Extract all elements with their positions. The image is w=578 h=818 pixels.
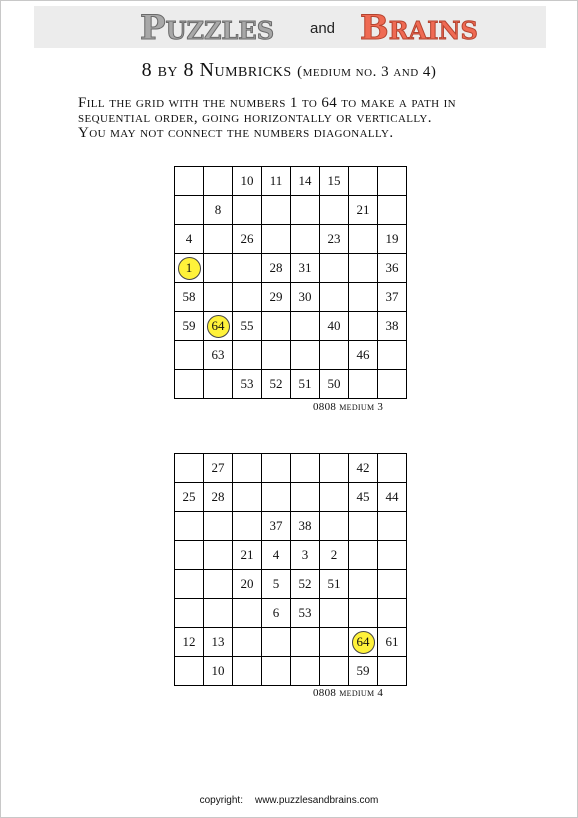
cell-value: 45	[356, 489, 370, 504]
grid-cell[interactable]	[175, 570, 204, 599]
cell-value: 40	[327, 318, 341, 333]
grid-cell[interactable]	[291, 254, 320, 283]
grid-cell[interactable]	[204, 512, 233, 541]
cell-value: 46	[356, 347, 370, 362]
grid-cell[interactable]	[175, 483, 204, 512]
cell-value: 59	[182, 318, 196, 333]
grid-cell[interactable]	[262, 541, 291, 570]
cell-value: 19	[385, 231, 399, 246]
grid-cell[interactable]	[320, 512, 349, 541]
cell-value: 53	[298, 605, 312, 620]
grid-cell[interactable]	[262, 454, 291, 483]
puzzle-caption: 0808 medium 3	[313, 401, 384, 413]
grid-cell[interactable]	[204, 167, 233, 196]
grid-cell[interactable]	[378, 167, 407, 196]
highlighted-cell-value: 64	[207, 315, 230, 338]
grid-cell[interactable]	[262, 312, 291, 341]
grid-cell[interactable]	[262, 483, 291, 512]
grid-cell[interactable]	[233, 628, 262, 657]
puzzle-grid-medium-3	[174, 166, 407, 399]
grid-cell[interactable]	[262, 570, 291, 599]
cell-value: 37	[269, 518, 283, 533]
grid-cell[interactable]	[349, 341, 378, 370]
cell-value: 2	[330, 547, 338, 562]
logo-puzzles: Puzzles	[140, 8, 275, 48]
grid-cell[interactable]	[233, 657, 262, 686]
cell-value: 4	[185, 231, 193, 246]
grid-cell[interactable]	[320, 454, 349, 483]
cell-value: 20	[240, 576, 254, 591]
cell-value: 10	[240, 173, 254, 188]
cell-value: 21	[240, 547, 254, 562]
cell-value: 12	[182, 634, 196, 649]
cell-value: 52	[269, 376, 283, 391]
cell-value: 51	[298, 376, 312, 391]
cell-value: 58	[182, 289, 196, 304]
logo-brains: Brains	[360, 8, 478, 48]
grid-cell[interactable]	[378, 196, 407, 225]
grid-cell[interactable]	[291, 283, 320, 312]
grid-cell[interactable]	[378, 628, 407, 657]
grid-cell[interactable]	[233, 283, 262, 312]
grid-cell[interactable]	[378, 483, 407, 512]
grid-cell[interactable]	[233, 512, 262, 541]
grid-cell[interactable]	[233, 570, 262, 599]
cell-value: 4	[272, 547, 280, 562]
grid-cell[interactable]	[233, 225, 262, 254]
grid-cell[interactable]	[262, 283, 291, 312]
grid-cell[interactable]	[320, 312, 349, 341]
grid-cell[interactable]	[378, 570, 407, 599]
grid-cell[interactable]	[262, 599, 291, 628]
grid-cell[interactable]	[262, 167, 291, 196]
cell-value: 37	[385, 289, 399, 304]
grid-cell[interactable]	[233, 196, 262, 225]
grid-cell[interactable]	[262, 196, 291, 225]
copyright-site: www.puzzlesandbrains.com	[254, 795, 379, 806]
cell-value: 42	[356, 460, 370, 475]
grid-cell[interactable]	[349, 454, 378, 483]
grid-cell[interactable]	[291, 167, 320, 196]
grid-cell[interactable]	[175, 167, 204, 196]
grid-cell[interactable]	[175, 628, 204, 657]
grid-cell[interactable]	[378, 541, 407, 570]
cell-value: 13	[211, 634, 225, 649]
grid-cell[interactable]	[349, 657, 378, 686]
grid-cell[interactable]	[378, 341, 407, 370]
grid-cell[interactable]	[349, 167, 378, 196]
grid-cell[interactable]	[349, 196, 378, 225]
grid-cell[interactable]	[349, 512, 378, 541]
grid-cell[interactable]	[233, 312, 262, 341]
grid-cell[interactable]	[320, 341, 349, 370]
cell-value: 14	[298, 173, 312, 188]
grid-cell[interactable]	[233, 254, 262, 283]
grid-cell[interactable]	[204, 225, 233, 254]
grid-cell[interactable]	[320, 541, 349, 570]
grid-cell[interactable]	[320, 225, 349, 254]
grid-cell[interactable]	[233, 341, 262, 370]
highlighted-cell-value: 1	[178, 257, 201, 280]
cell-value: 30	[298, 289, 312, 304]
grid-cell[interactable]	[175, 283, 204, 312]
grid-cell[interactable]	[262, 370, 291, 399]
grid-cell[interactable]	[262, 512, 291, 541]
grid-cell[interactable]	[349, 483, 378, 512]
cell-value: 8	[214, 202, 222, 217]
grid-cell[interactable]	[175, 599, 204, 628]
grid-cell[interactable]	[291, 657, 320, 686]
grid-cell[interactable]	[320, 370, 349, 399]
grid-cell[interactable]	[349, 570, 378, 599]
cell-value: 59	[356, 663, 370, 678]
cell-value: 36	[385, 260, 399, 275]
grid-cell[interactable]	[320, 483, 349, 512]
grid-cell[interactable]	[204, 254, 233, 283]
grid-cell[interactable]	[320, 283, 349, 312]
grid-cell[interactable]	[291, 312, 320, 341]
copyright-footer	[0, 795, 578, 806]
cell-value: 38	[385, 318, 399, 333]
grid-cell[interactable]	[204, 370, 233, 399]
grid-cell[interactable]	[204, 541, 233, 570]
grid-cell[interactable]	[320, 167, 349, 196]
grid-cell[interactable]	[349, 370, 378, 399]
grid-cell[interactable]	[291, 341, 320, 370]
cell-value: 3	[301, 547, 309, 562]
cell-value: 25	[182, 489, 196, 504]
grid-cell[interactable]	[233, 167, 262, 196]
grid-cell[interactable]	[378, 370, 407, 399]
grid-cell[interactable]	[291, 570, 320, 599]
grid-cell[interactable]	[204, 196, 233, 225]
grid-cell[interactable]	[291, 541, 320, 570]
grid-cell[interactable]	[291, 225, 320, 254]
puzzle-grid-medium-4	[174, 453, 407, 686]
cell-value: 6	[272, 605, 280, 620]
grid-cell[interactable]	[378, 512, 407, 541]
cell-value: 55	[240, 318, 254, 333]
cell-value: 50	[327, 376, 341, 391]
grid-cell[interactable]	[262, 254, 291, 283]
cell-value: 11	[269, 173, 283, 188]
highlighted-cell-value: 64	[352, 631, 375, 654]
cell-value: 28	[211, 489, 225, 504]
grid-cell[interactable]	[204, 312, 233, 341]
copyright-label: copyright:	[199, 795, 243, 806]
grid-cell[interactable]	[175, 454, 204, 483]
cell-value: 26	[240, 231, 254, 246]
puzzle-caption: 0808 medium 4	[313, 687, 384, 699]
cell-value: 53	[240, 376, 254, 391]
instruction-line: You may not connect the numbers diagonally.	[78, 125, 394, 141]
grid-cell[interactable]	[291, 370, 320, 399]
cell-value: 38	[298, 518, 312, 533]
grid-cell[interactable]	[233, 370, 262, 399]
grid-cell[interactable]	[175, 512, 204, 541]
instructions	[78, 96, 518, 141]
grid-cell[interactable]	[262, 657, 291, 686]
grid-cell[interactable]	[175, 657, 204, 686]
grid-cell[interactable]	[378, 657, 407, 686]
grid-cell[interactable]	[175, 196, 204, 225]
grid-cell[interactable]	[204, 657, 233, 686]
grid-cell[interactable]	[349, 541, 378, 570]
grid-cell[interactable]	[291, 628, 320, 657]
grid-cell[interactable]	[175, 341, 204, 370]
grid-cell[interactable]	[204, 628, 233, 657]
grid-cell[interactable]	[378, 312, 407, 341]
instruction-line: sequential order, going horizontally or vertically.	[78, 110, 432, 126]
cell-value: 29	[269, 289, 283, 304]
grid-cell[interactable]	[204, 599, 233, 628]
grid-cell[interactable]	[175, 541, 204, 570]
grid-cell[interactable]	[349, 225, 378, 254]
grid-cell[interactable]	[204, 283, 233, 312]
grid-cell[interactable]	[175, 312, 204, 341]
cell-value: 10	[211, 663, 225, 678]
grid-cell[interactable]	[262, 628, 291, 657]
cell-value: 44	[385, 489, 399, 504]
grid-cell[interactable]	[320, 599, 349, 628]
instruction-line: Fill the grid with the numbers 1 to 64 to make a path in	[78, 95, 456, 111]
grid-cell[interactable]	[320, 657, 349, 686]
cell-value: 63	[211, 347, 225, 362]
grid-cell[interactable]	[175, 254, 204, 283]
grid-cell[interactable]	[204, 483, 233, 512]
grid-cell[interactable]	[291, 599, 320, 628]
site-banner	[34, 6, 546, 48]
grid-cell[interactable]	[175, 225, 204, 254]
cell-value: 52	[298, 576, 312, 591]
grid-cell[interactable]	[378, 283, 407, 312]
grid-cell[interactable]	[233, 454, 262, 483]
grid-cell[interactable]	[233, 483, 262, 512]
grid-cell[interactable]	[349, 312, 378, 341]
grid-cell[interactable]	[204, 570, 233, 599]
grid-cell[interactable]	[378, 599, 407, 628]
grid-cell[interactable]	[291, 454, 320, 483]
grid-cell[interactable]	[291, 512, 320, 541]
grid-cell[interactable]	[262, 225, 291, 254]
grid-cell[interactable]	[204, 454, 233, 483]
grid-cell[interactable]	[378, 254, 407, 283]
grid-cell[interactable]	[320, 254, 349, 283]
cell-value: 28	[269, 260, 283, 275]
cell-value: 15	[327, 173, 341, 188]
cell-value: 61	[385, 634, 399, 649]
grid-cell[interactable]	[233, 599, 262, 628]
grid-cell[interactable]	[233, 541, 262, 570]
page-title-sub: (medium no. 3 and 4)	[297, 64, 437, 80]
grid-cell[interactable]	[320, 570, 349, 599]
grid-cell[interactable]	[320, 196, 349, 225]
cell-value: 31	[298, 260, 312, 275]
logo-and: and	[310, 20, 336, 37]
page-title	[0, 59, 578, 82]
cell-value: 27	[211, 460, 225, 475]
grid-cell[interactable]	[349, 599, 378, 628]
grid-cell[interactable]	[262, 341, 291, 370]
grid-cell[interactable]	[291, 483, 320, 512]
grid-cell[interactable]	[291, 196, 320, 225]
cell-value: 23	[327, 231, 341, 246]
grid-cell[interactable]	[349, 628, 378, 657]
grid-cell[interactable]	[349, 254, 378, 283]
page-title-main: 8 by 8 Numbricks	[141, 59, 292, 81]
grid-cell[interactable]	[378, 225, 407, 254]
grid-cell[interactable]	[204, 341, 233, 370]
grid-cell[interactable]	[175, 370, 204, 399]
cell-value: 21	[356, 202, 370, 217]
cell-value: 5	[272, 576, 280, 591]
cell-value: 51	[327, 576, 341, 591]
grid-cell[interactable]	[378, 454, 407, 483]
grid-cell[interactable]	[349, 283, 378, 312]
grid-cell[interactable]	[320, 628, 349, 657]
